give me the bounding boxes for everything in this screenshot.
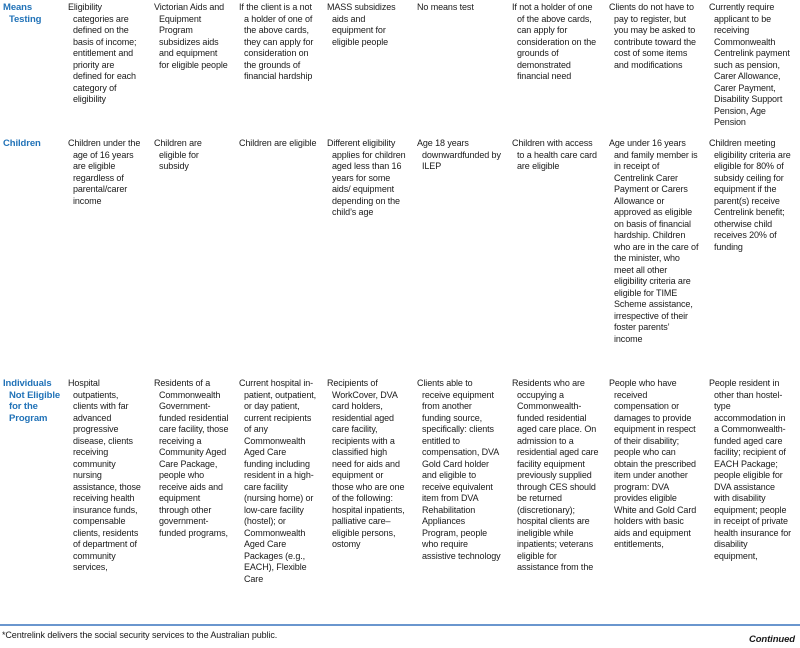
table-cell: MASS subsidizes aids and equipment for eligible people: [327, 2, 396, 47]
table-cell: Residents who are occupying a Commonwealth-funded residential aged care place. On admission to a residential aged care facility equipment previously supplied through CES should be returned (discretionary); hospital clients are ineligible while inpatients; veterans eligible for assistance from the: [512, 378, 599, 572]
table-cell: Currently require applicant to be receiving Commonwealth Centrelink payment such as pension, Carer Allowance, Carer Payment, Disability Support Pension, Age Pension: [709, 2, 790, 127]
table-cell: Age under 16 years and family member is in receipt of Centrelink Carer Payment or Carers Allowance or approved as eligible on basis of financial hardship. Children who are in the care of the minister, who meet all other eligibility criteria are eligible for TIME Scheme assistance, irrespective of their foster parents’ income: [609, 138, 699, 344]
table-cell: If not a holder of one of the above cards, can apply for consideration on the grounds of demonstrated financial need: [512, 2, 597, 81]
table-cell: Residents of a Commonwealth Government-funded residential care facility, those receiving a Community Aged Care Package, people who receive aids and equipment through other government-funded programs,: [154, 378, 229, 538]
table-cell: Hospital outpatients, clients with far advanced progressive disease, clients receiving community nursing assistance, those receiving health insurance funds, compensable clients, residents of department of community services,: [68, 378, 141, 572]
row-header-means-testing: Means Testing: [3, 2, 42, 25]
table-cell: Children are eligible: [239, 138, 317, 148]
row-header-children: Children: [3, 138, 41, 149]
table-cell: Eligibility categories are defined on the basis of income; entitlement and priority are defined for each category of eligibility: [68, 2, 137, 104]
table-cell: If the client is a not a holder of one of the above cards, they can apply for consideration on the grounds of financial hardship: [239, 2, 314, 81]
table-cell: Children under the age of 16 years are eligible regardless of parental/carer income: [68, 138, 141, 206]
table-cell: Age 18 years downwardfunded by ILEP: [417, 138, 501, 171]
table-cell: People who have received compensation or damages to provide equipment in respect of their disability; people who can obtain the prescribed item under another program: DVA provides eligible White and Gold Card holders with basic aids and equipment entitlements,: [609, 378, 697, 549]
table-cell: Children are eligible for subsidy: [154, 138, 202, 171]
footnote: *Centrelink delivers the social security services to the Australian public.: [2, 630, 278, 640]
eligibility-table: [0, 2, 800, 622]
table-cell: Clients do not have to pay to register, but you may be asked to contribute toward the cost of some items and modifications: [609, 2, 696, 70]
table-cell: Recipients of WorkCover, DVA card holders, residential aged care facility, recipients with a classified high need for aids and equipment or those who are one of the following: hospital inpatients, palliative care–eligible persons, ostomy: [327, 378, 405, 549]
table-cell: No means test: [417, 2, 474, 12]
table-cell: Children with access to a health care card are eligible: [512, 138, 597, 171]
table-cell: Current hospital in-patient, outpatient, or day patient, current recipients of any Commonwealth Aged Care funding including resident in a high-care facility (nursing home) or low-care facility (hostel); or Commonwealth Aged Care Packages (e.g., EACH), Flexible Care: [239, 378, 317, 584]
table-cell: Different eligibility applies for children aged less than 16 years for some aids/ equipment depending on the child’s age: [327, 138, 406, 217]
table-cell: People resident in other than hostel-type accommodation in a Commonwealth-funded aged care facility; recipient of EACH Package; people eligible for DVA assistance with disability equipment; people in receipt of private health insurance for disability equipment,: [709, 378, 792, 561]
table-cell: Clients able to receive equipment from another funding source, specifically: clients entitled to compensation, DVA Gold Card holder and eligible to receive equivalent item from DVA Rehabilitation Appliances Program, people who require assistive technology: [417, 378, 501, 561]
table-cell: Victorian Aids and Equipment Program subsidizes aids and equipment for eligible people: [154, 2, 228, 70]
row-header-individuals-not-eligible: Individuals Not Eligible for the Program: [3, 378, 61, 424]
continued-label: Continued: [748, 634, 795, 645]
table-cell: Children meeting eligibility criteria are eligible for 80% of subsidy ceiling for equipment if the parent(s) receive Centrelink benefit; otherwise child receives 20% of funding: [709, 138, 791, 252]
